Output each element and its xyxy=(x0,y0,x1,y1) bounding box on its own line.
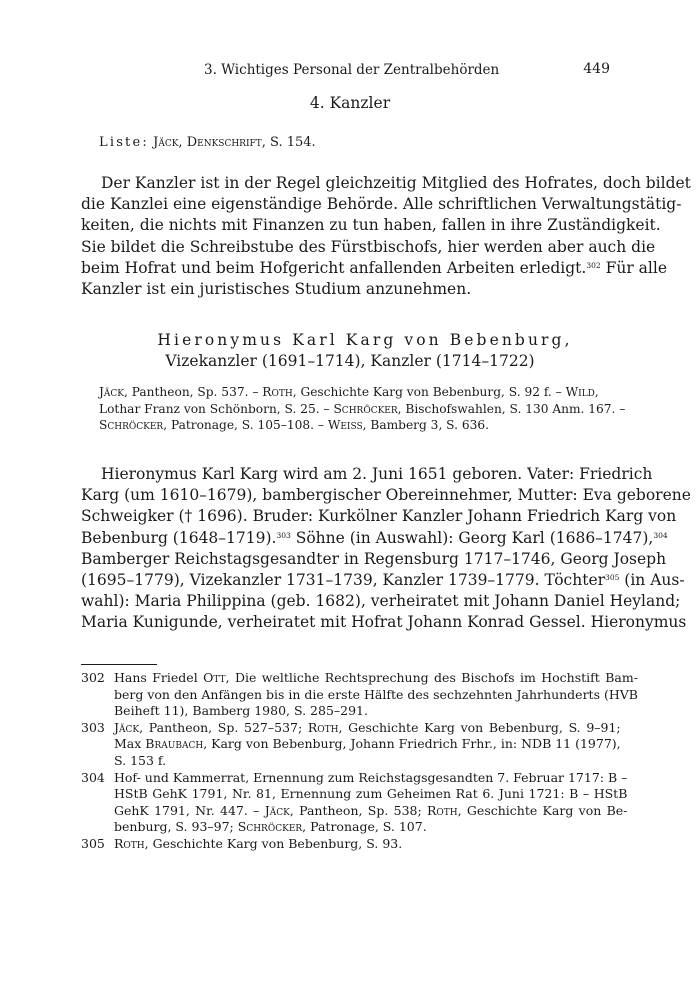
paragraph-line: keiten, die nichts mit Finanzen zu tun haben, fallen in ihre Zuständigkeit. xyxy=(81,216,661,235)
intro-paragraph xyxy=(81,173,691,300)
paragraph-line xyxy=(81,528,668,549)
paragraph-line: Karg (um 1610–1679), bambergischer Obereinnehmer, Mutter: Eva geborene xyxy=(81,486,691,505)
author-name: Wild xyxy=(565,385,595,399)
author-name: Roth xyxy=(114,835,145,851)
fn-part: , Patronage, S. 107. xyxy=(302,819,427,835)
footnote-line xyxy=(114,836,565,853)
footnote-number: 303 xyxy=(81,719,105,735)
footnote-ref[interactable]: 305 xyxy=(605,573,620,583)
paragraph-line: Kanzler ist ein juristisches Studium anzunehmen. xyxy=(81,280,472,299)
source-list-line xyxy=(99,135,316,150)
footnote xyxy=(81,836,565,853)
footnote xyxy=(81,719,621,770)
line-text: (in Aus- xyxy=(619,571,685,590)
fn-part: Hans Friedel xyxy=(114,670,204,685)
fn-part: , Karg von Bebenburg, Johann Friedrich Frhr., in: NDB 11 (1977), xyxy=(203,736,621,752)
author-name: Jäck xyxy=(264,802,290,818)
paragraph-line: Bamberger Reichstagsgesandter in Regensburg 1717–1746, Georg Joseph xyxy=(81,549,667,568)
paragraph-line: Maria Kunigunde, verheiratet mit Hofrat Johann Konrad Gessel. Hieronymus xyxy=(81,613,687,632)
footnote-divider xyxy=(81,664,157,665)
paragraph-line: Sie bildet die Schreibstube des Fürstbischofs, hier werden aber auch die xyxy=(81,237,656,256)
author-name: Schröcker xyxy=(333,401,398,416)
ref-text: , Bamberg 3, S. 636. xyxy=(362,418,489,432)
section-heading: 4. Kanzler xyxy=(309,94,391,112)
author-name: Weiss xyxy=(327,418,363,432)
author-name: Jäck xyxy=(99,385,124,399)
line-text: Söhne (in Auswahl): Georg Karl (1686–1747), xyxy=(290,528,654,547)
fn-part: , Die weltliche Rechtsprechung des Bischofs im Hochstift Bam- xyxy=(225,670,638,685)
author-name: Roth xyxy=(427,802,458,818)
fn-part: benburg, S. 93–97; xyxy=(114,819,238,835)
paragraph-line: Schweigker († 1696). Bruder: Kurkölner Kanzler Johann Friedrich Karg von xyxy=(81,507,677,526)
fn-part: GehK 1791, Nr. 447. – xyxy=(114,802,265,818)
footnote-text xyxy=(114,670,638,720)
footnote-number: 305 xyxy=(81,835,105,851)
footnote-line xyxy=(114,720,621,737)
paragraph-line: Der Kanzler ist in der Regel gleichzeitig Mitglied des Hofrates, doch bildet xyxy=(101,174,691,192)
fn-part: , Geschichte Karg von Bebenburg, S. 93. xyxy=(144,835,403,851)
paragraph-line: die Kanzlei eine eigenständige Behörde. Alle schriftlichen Verwaltungstätig- xyxy=(81,195,682,214)
line-text: beim Hofrat und beim Hofgericht anfallenden Arbeiten erledigt. xyxy=(81,258,587,277)
source-label: Liste: xyxy=(99,135,149,150)
person-heading xyxy=(0,330,700,372)
source-text: Jäck, Denkschrift, S. 154. xyxy=(153,135,316,150)
author-name: Schröcker xyxy=(237,819,303,835)
ref-text: Lothar Franz von Schönborn, S. 25. – xyxy=(99,401,334,416)
footnote-line xyxy=(114,819,627,836)
footnote-line: berg von den Anfängen bis in die erste Hälfte des sechzehnten Jahrhunderts (HVB xyxy=(114,686,638,702)
reference-block xyxy=(99,384,626,434)
ref-text: , Geschichte Karg von Bebenburg, S. 92 f. – xyxy=(292,385,566,399)
ref-text: , Patronage, S. 105–108. – xyxy=(163,418,328,432)
footnote-text xyxy=(114,836,565,853)
footnote xyxy=(81,670,638,720)
footnote-line xyxy=(114,670,638,687)
line-text: (1695–1779), Vizekanzler 1731–1739, Kanzler 1739–1779. Töchter xyxy=(81,571,606,590)
footnote-ref[interactable]: 304 xyxy=(653,530,668,540)
author-name: Ott xyxy=(203,670,226,685)
footnote-ref[interactable]: 303 xyxy=(276,530,291,540)
footnote-text xyxy=(114,720,621,770)
ref-text: , Pantheon, Sp. 537. – xyxy=(124,385,263,399)
page-number: 449 xyxy=(583,61,610,77)
fn-part: , Pantheon, Sp. 527–537; xyxy=(139,719,308,735)
footnote-line xyxy=(114,803,627,820)
footnote-number: 304 xyxy=(81,769,105,785)
footnote-line: HStB GehK 1791, Nr. 81, Ernennung zum Geheimen Rat 6. Juni 1721: B – HStB xyxy=(114,786,628,802)
footnote-line: S. 153 f. xyxy=(114,752,167,768)
reference-line: Jäck, Pantheon, Sp. 537. – Roth, Geschichte Karg von Bebenburg, S. 92 f. – Wild, xyxy=(99,385,599,399)
footnote xyxy=(81,769,628,836)
paragraph-line xyxy=(81,570,685,591)
biography-paragraph xyxy=(81,464,691,634)
footnote-ref[interactable]: 302 xyxy=(586,260,601,270)
reference-line xyxy=(99,417,565,434)
footnote-number: 302 xyxy=(81,670,105,685)
fn-part: , Geschichte Karg von Be- xyxy=(457,802,628,818)
line-text: Bebenburg (1648–1719). xyxy=(81,528,277,547)
person-name: Hieronymus Karl Karg von Bebenburg, xyxy=(157,331,573,349)
fn-part: , Geschichte Karg von Bebenburg, S. 9–91; xyxy=(338,719,621,735)
ref-text: , Bischofswahlen, S. 130 Anm. 167. – xyxy=(397,401,626,416)
running-head: 3. Wichtiges Personal der Zentralbehörden xyxy=(204,62,500,78)
person-offices: Vizekanzler (1691–1714), Kanzler (1714–1722) xyxy=(165,352,535,370)
reference-line xyxy=(99,401,626,418)
line-text: Für alle xyxy=(600,258,668,277)
paragraph-line: wahl): Maria Philippina (geb. 1682), verheiratet mit Johann Daniel Heyland; xyxy=(81,592,681,611)
footnote-line xyxy=(114,736,621,753)
fn-part: Max xyxy=(114,736,146,752)
footnote-line: Hof- und Kammerrat, Ernennung zum Reichstagsgesandten 7. Februar 1717: B – xyxy=(114,769,628,785)
author-name: Jäck xyxy=(114,719,140,735)
author-name: Roth xyxy=(307,719,339,735)
footnotes xyxy=(81,670,638,853)
author-name: Schröcker xyxy=(99,418,164,432)
author-name: Roth xyxy=(262,385,293,399)
paragraph-line: Hieronymus Karl Karg wird am 2. Juni 1651 geboren. Vater: Friedrich xyxy=(101,465,653,483)
footnote-text xyxy=(114,770,627,836)
fn-part: , Pantheon, Sp. 538; xyxy=(289,802,427,818)
footnote-line: Beiheft 11), Bamberg 1980, S. 285–291. xyxy=(114,703,368,719)
author-name: Braubach xyxy=(145,736,204,752)
paragraph-line xyxy=(81,258,668,279)
